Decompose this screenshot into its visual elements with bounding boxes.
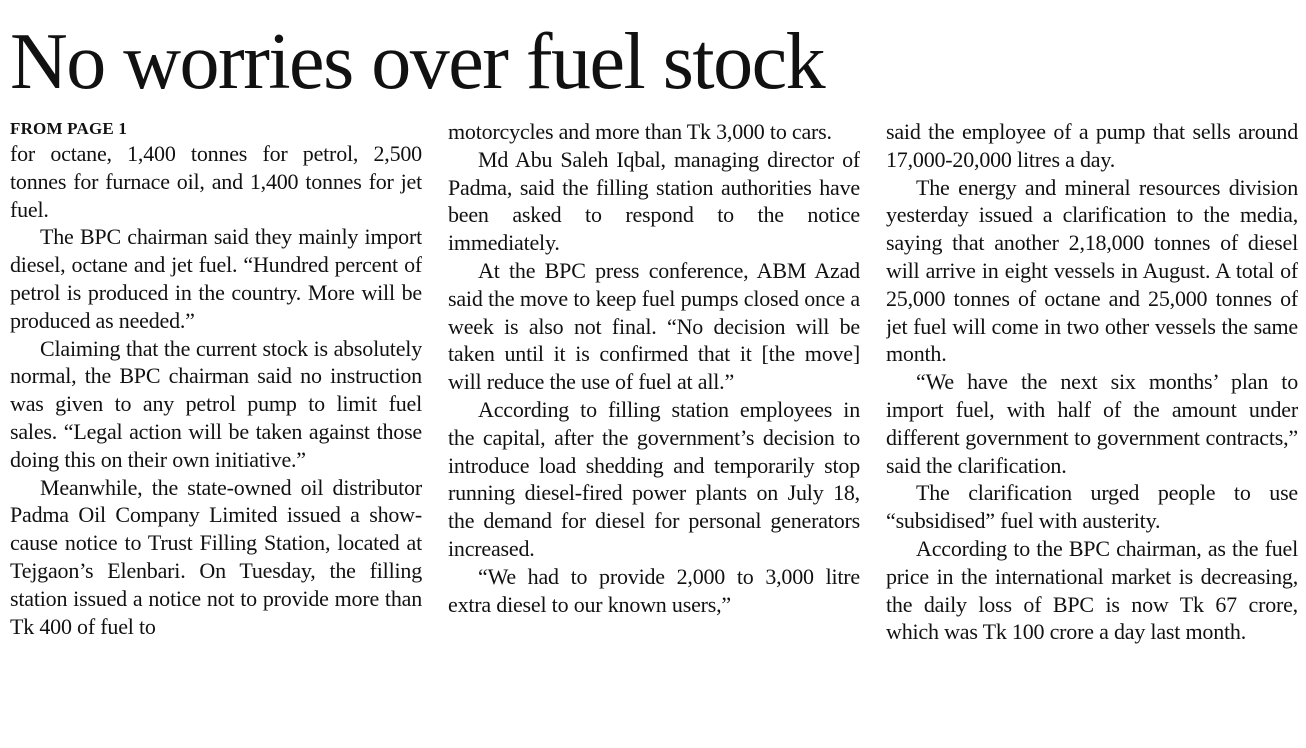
- paragraph: According to filling station employees in the capital, after the government’s decision to introduce load shedding and temporarily stop running diesel-fired power plants on July 18, the demand for diesel for personal generators increased.: [448, 396, 860, 561]
- paragraph: for octane, 1,400 tonnes for petrol, 2,500 tonnes for furnace oil, and 1,400 tonnes for jet fuel.: [10, 141, 422, 222]
- article-column-2: [448, 118, 860, 740]
- article-column-1: [10, 118, 422, 740]
- paragraph: “We have the next six months’ plan to import fuel, with half of the amount under different government to government contracts,” said the clarification.: [886, 369, 1298, 478]
- article-column-3: [886, 118, 1298, 740]
- paragraph: The energy and mineral resources division yesterday issued a clarification to the media, saying that another 2,18,000 tonnes of diesel will arrive in eight vessels in August. A total of 25,000 tonnes of octane and 25,000 tonnes of jet fuel will come in two other vessels the same month.: [886, 174, 1298, 367]
- headline: No worries over fuel stock: [10, 18, 825, 106]
- paragraph: The clarification urged people to use “subsidised” fuel with austerity.: [886, 480, 1298, 534]
- paragraph: said the employee of a pump that sells around 17,000-20,000 litres a day.: [886, 119, 1298, 172]
- paragraph: At the BPC press conference, ABM Azad said the move to keep fuel pumps closed once a week is also not final. “No decision will be taken until it is confirmed that it [the move] will reduce the use of fuel at all.”: [448, 257, 860, 395]
- paragraph: The BPC chairman said they mainly import diesel, octane and jet fuel. “Hundred percent of petrol is produced in the country. More will be produced as needed.”: [10, 224, 422, 333]
- paragraph: Claiming that the current stock is absolutely normal, the BPC chairman said no instruction was given to any petrol pump to limit fuel sales. “Legal action will be taken against those doing this on their own initiative.”: [10, 335, 422, 472]
- continued-from-label: FROM PAGE 1: [10, 119, 128, 138]
- paragraph: Meanwhile, the state-owned oil distributor Padma Oil Company Limited issued a show-cause notice to Trust Filling Station, located at Tejgaon’s Elenbari. On Tuesday, the filling station issued a notice not to provide more than Tk 400 of fuel to: [10, 474, 422, 639]
- paragraph: Md Abu Saleh Iqbal, managing director of Padma, said the filling station authorities have been asked to respond to the notice immediately.: [448, 146, 860, 256]
- paragraph: “We had to provide 2,000 to 3,000 litre extra diesel to our known users,”: [448, 563, 860, 617]
- article-body: [10, 118, 1296, 740]
- paragraph: motorcycles and more than Tk 3,000 to cars.: [448, 119, 832, 144]
- paragraph: According to the BPC chairman, as the fuel price in the international market is decreasing, the daily loss of BPC is now Tk 67 crore, which was Tk 100 crore a day last month.: [886, 535, 1298, 645]
